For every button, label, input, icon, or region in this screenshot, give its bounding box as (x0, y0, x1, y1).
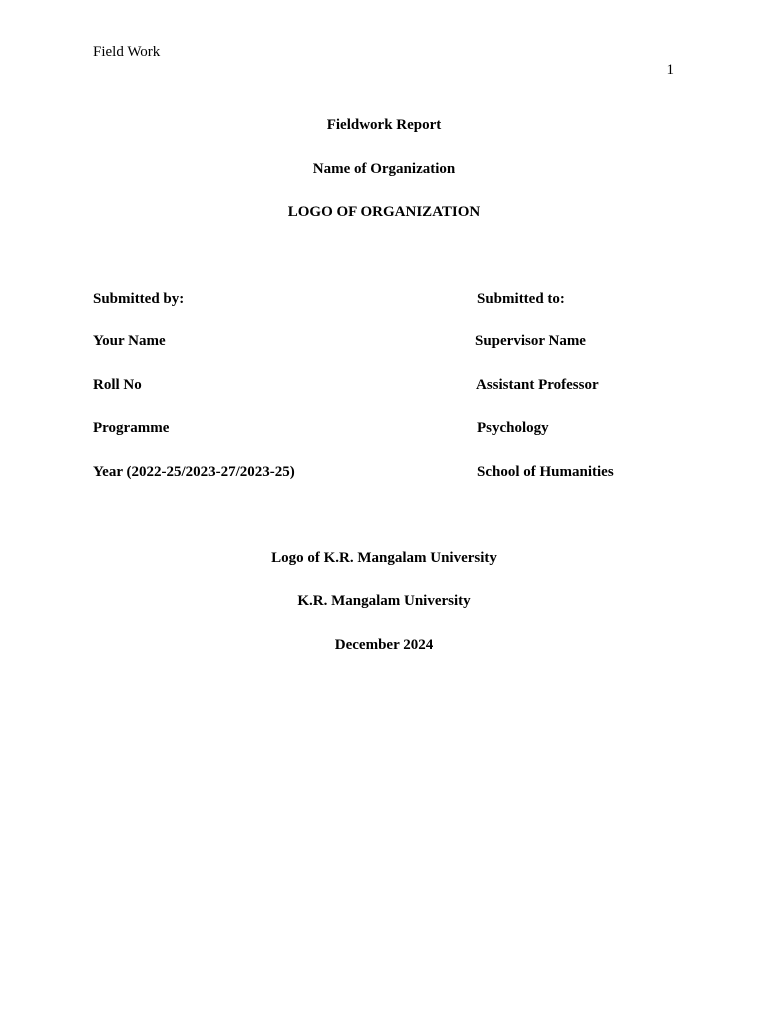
supervisor-designation: Assistant Professor (476, 377, 599, 393)
academic-year: Year (2022-25/2023-27/2023-25) (93, 464, 295, 480)
page-number: 1 (666, 62, 674, 78)
running-head: Field Work (93, 44, 161, 60)
organization-name: Name of Organization (312, 161, 456, 177)
organization-logo-placeholder: LOGO OF ORGANIZATION (287, 204, 481, 220)
roll-number: Roll No (93, 377, 142, 393)
submission-date: December 2024 (334, 637, 434, 653)
school-name: School of Humanities (477, 464, 614, 480)
supervisor-name: Supervisor Name (475, 333, 586, 349)
department: Psychology (477, 420, 549, 436)
report-title: Fieldwork Report (326, 117, 442, 133)
programme: Programme (93, 420, 170, 436)
university-logo-placeholder: Logo of K.R. Mangalam University (271, 550, 497, 566)
submitted-to-label: Submitted to: (477, 291, 565, 307)
student-name: Your Name (93, 333, 166, 349)
university-name: K.R. Mangalam University (297, 593, 471, 609)
submitted-by-label: Submitted by: (93, 291, 185, 307)
